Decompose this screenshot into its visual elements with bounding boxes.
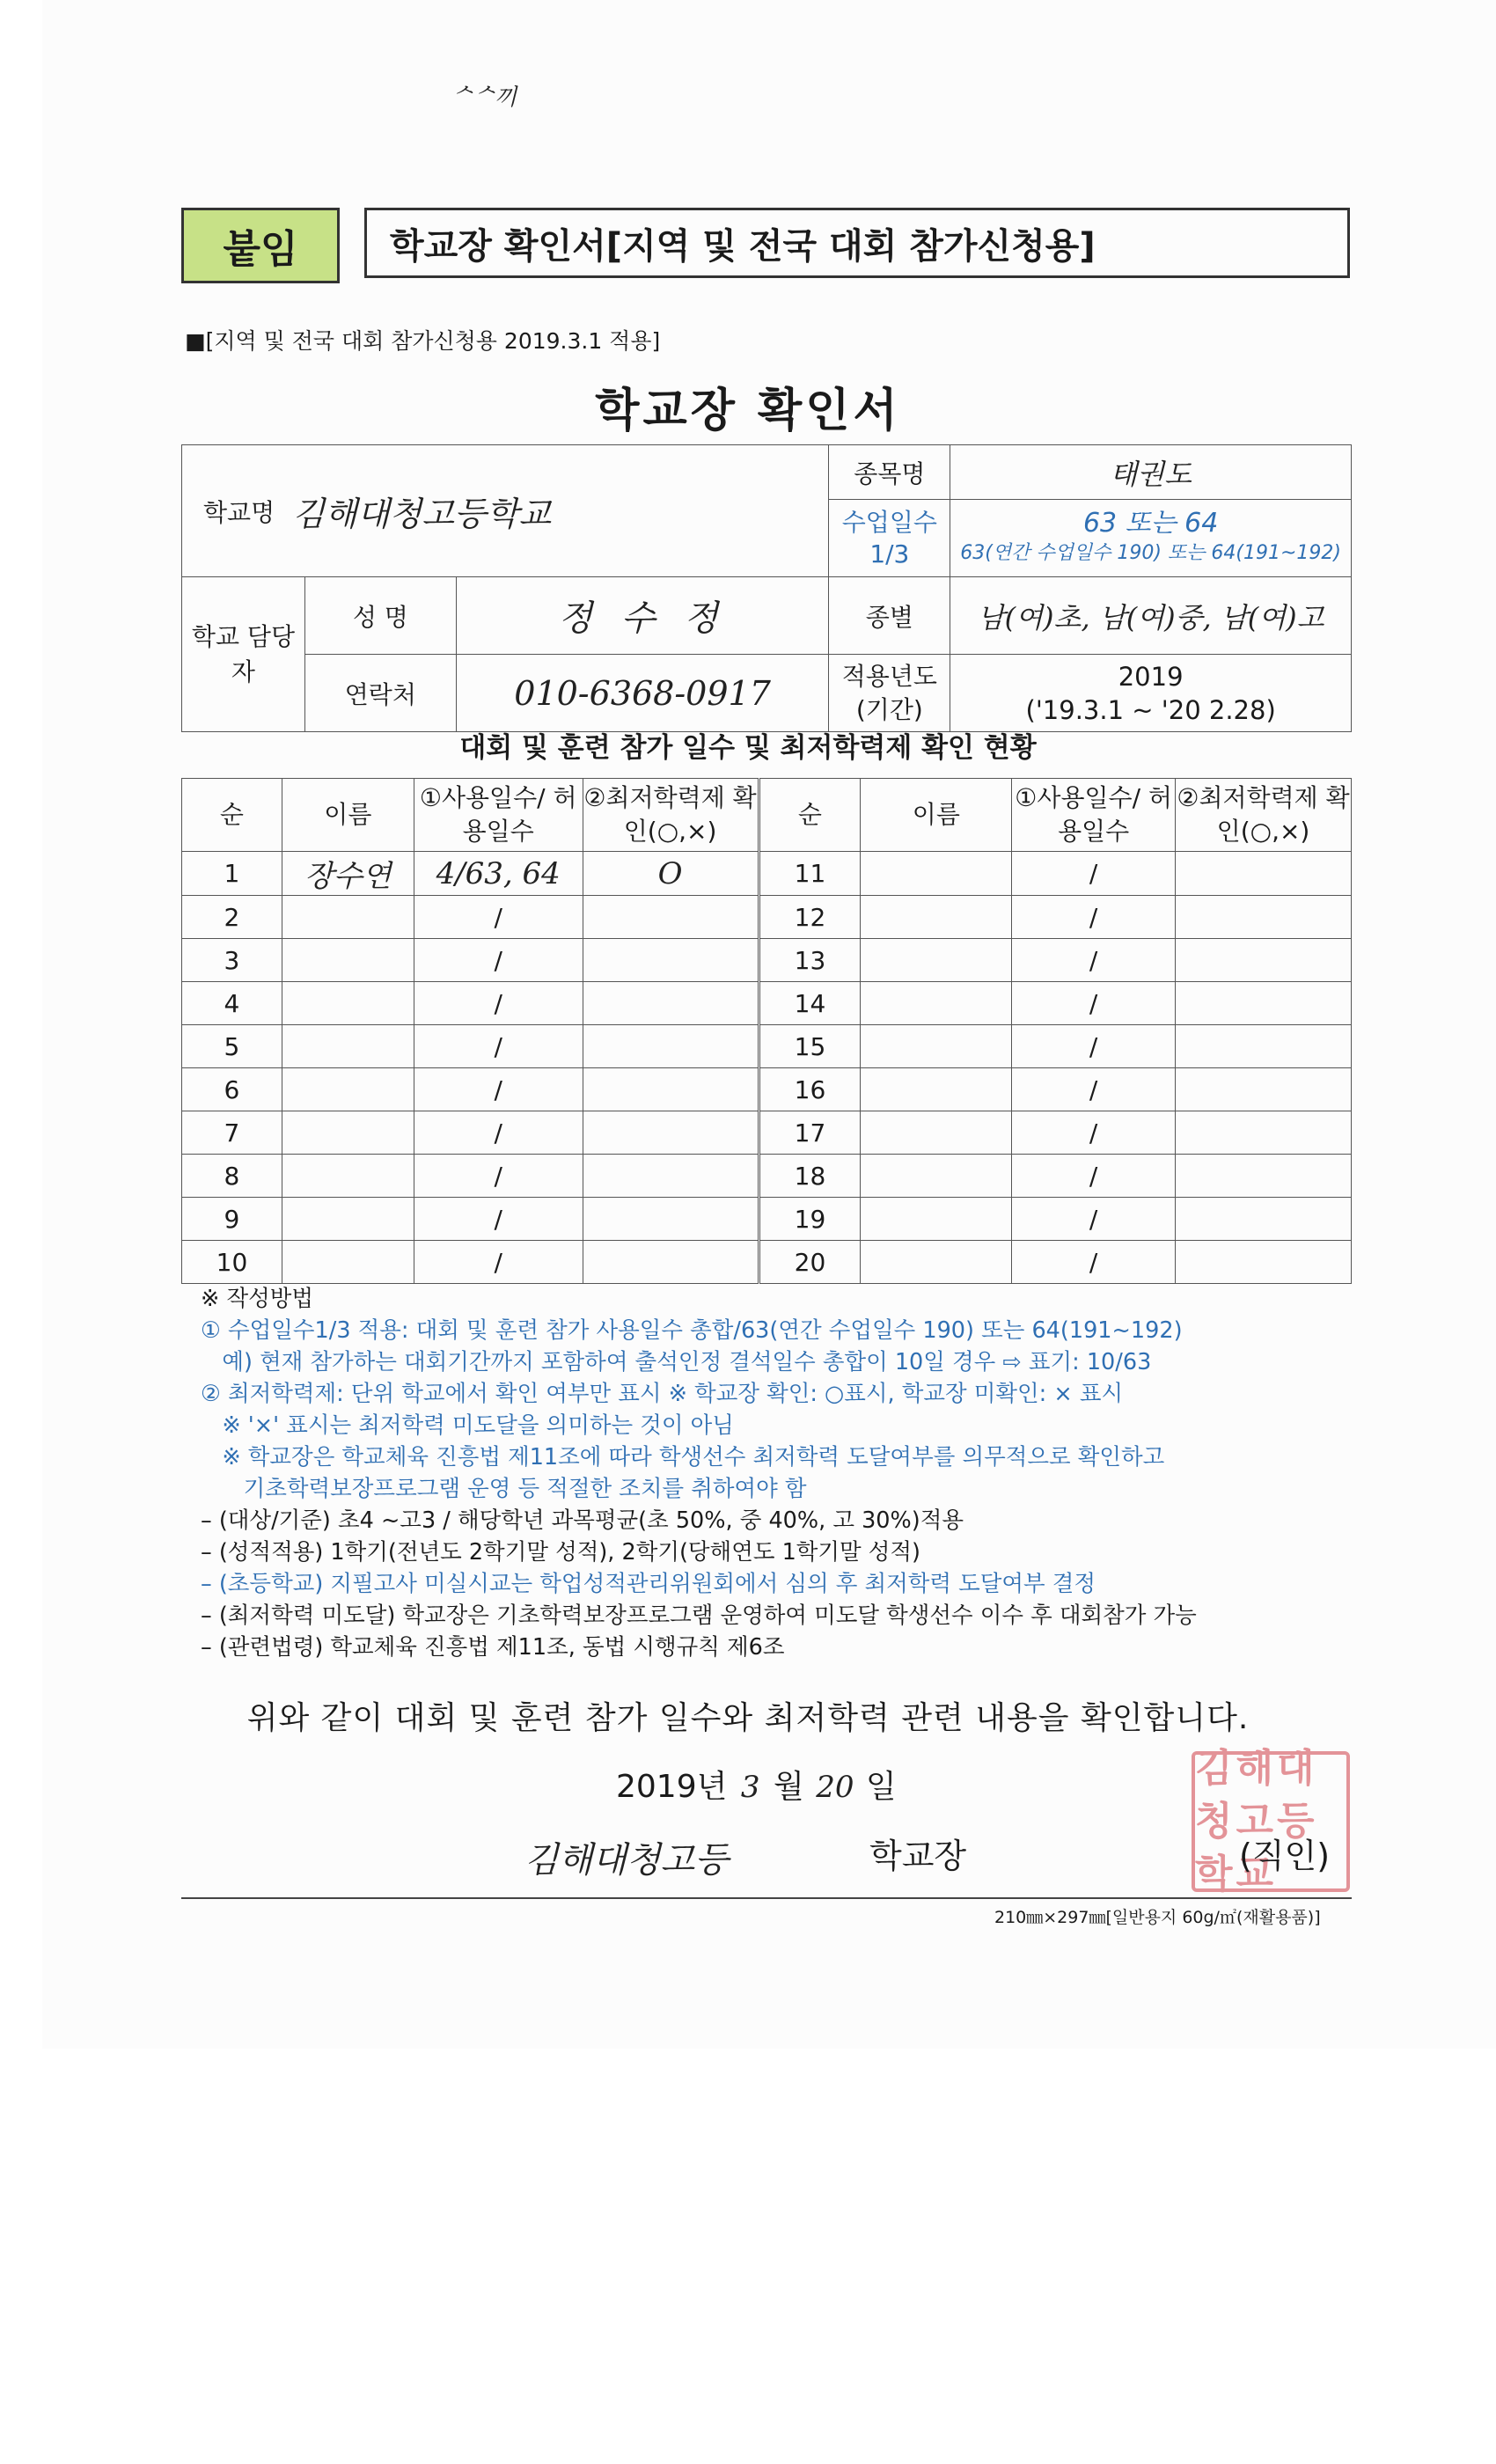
roster-header-row — [182, 779, 1352, 852]
signing-date — [616, 1762, 897, 1807]
student-name — [282, 1068, 414, 1111]
student-name: 장수연 — [282, 852, 414, 896]
min-academic-check — [1176, 1025, 1352, 1068]
student-name — [282, 1198, 414, 1241]
used-days: / — [1012, 1025, 1176, 1068]
school-name-label: 학교명 — [182, 445, 305, 577]
row-number: 17 — [759, 1111, 861, 1155]
row-number: 5 — [182, 1025, 282, 1068]
student-name — [861, 896, 1012, 939]
table-row — [182, 1198, 1352, 1241]
used-days: / — [414, 896, 583, 939]
instruction-line: – (대상/기준) 초4 ~고3 / 해당학년 과목평균(초 50%, 중 40%, 고 30%)적용 — [201, 1507, 964, 1534]
student-name — [861, 1025, 1012, 1068]
staff-name-label: 성 명 — [304, 577, 456, 655]
student-name — [282, 939, 414, 982]
used-days: / — [1012, 982, 1176, 1025]
table-row — [182, 939, 1352, 982]
student-name — [282, 1111, 414, 1155]
used-days: / — [414, 1111, 583, 1155]
staff-name-value: 정 수 정 — [456, 577, 829, 655]
date-month-unit: 월 — [773, 1769, 804, 1805]
student-name — [282, 896, 414, 939]
class-days-label: 수업일수 1/3 — [829, 500, 950, 577]
instruction-line: – (성적적용) 1학기(전년도 2학기말 성적), 2학기(당해연도 1학기말 성적) — [201, 1539, 921, 1566]
col-name: 이름 — [282, 779, 414, 852]
row-number: 8 — [182, 1155, 282, 1198]
min-academic-check — [1176, 1111, 1352, 1155]
used-days: / — [414, 1025, 583, 1068]
row-number: 12 — [759, 896, 861, 939]
student-name — [861, 1155, 1012, 1198]
paper-spec: 210㎜×297㎜[일반용지 60g/㎡(재활용품)] — [994, 1908, 1321, 1927]
instruction-line: – (초등학교) 지필고사 미실시교는 학업성적관리위원회에서 심의 후 최저학력 도달여부 결정 — [201, 1571, 1096, 1597]
confirmation-statement: 위와 같이 대회 및 훈련 참가 일수와 최저학력 관련 내용을 확인합니다. — [246, 1700, 1250, 1736]
used-days: / — [1012, 1155, 1176, 1198]
row-number: 16 — [759, 1068, 861, 1111]
used-days: / — [414, 1068, 583, 1111]
row-number: 19 — [759, 1198, 861, 1241]
main-title: 학교장 확인서 — [595, 385, 901, 437]
row-number: 18 — [759, 1155, 861, 1198]
min-academic-check — [583, 1155, 759, 1198]
student-name — [861, 982, 1012, 1025]
signature-school: 김해대청고등 — [524, 1840, 729, 1881]
row-number: 13 — [759, 939, 861, 982]
date-day-unit: 일 — [865, 1769, 897, 1805]
table-row — [182, 982, 1352, 1025]
roster-table — [181, 778, 1352, 1284]
student-name — [861, 1198, 1012, 1241]
row-number: 4 — [182, 982, 282, 1025]
date-year: 2019년 — [616, 1769, 728, 1805]
applicability-note: ■[지역 및 전국 대회 참가신청용 2019.3.1 적용] — [185, 328, 661, 354]
student-name — [282, 1155, 414, 1198]
col-check: ②최저학력제 확인(○,×) — [583, 779, 759, 852]
row-number: 11 — [759, 852, 861, 896]
min-academic-check — [1176, 939, 1352, 982]
row-number: 10 — [182, 1241, 282, 1284]
min-academic-check — [583, 1241, 759, 1284]
student-name — [282, 1025, 414, 1068]
used-days: 4/63, 64 — [414, 852, 583, 896]
min-academic-check — [1176, 1068, 1352, 1111]
row-number: 9 — [182, 1198, 282, 1241]
instruction-line: – (관련법령) 학교체육 진흥법 제11조, 동법 시행규칙 제6조 — [201, 1634, 785, 1661]
date-month: 3 — [740, 1770, 760, 1805]
student-name — [861, 852, 1012, 896]
student-name — [861, 939, 1012, 982]
min-academic-check — [1176, 896, 1352, 939]
instruction-line: 예) 현재 참가하는 대회기간까지 포함하여 출석인정 결석일수 총합이 10일 경우 ⇨ 표기: 10/63 — [201, 1349, 1152, 1375]
min-academic-check — [583, 896, 759, 939]
period: ('19.3.1 ~ '20 2.28) — [1025, 694, 1276, 725]
used-days: / — [1012, 1068, 1176, 1111]
min-academic-check — [1176, 1198, 1352, 1241]
used-days: / — [414, 982, 583, 1025]
sport-label: 종목명 — [829, 445, 950, 500]
staff-label: 학교 담당자 — [182, 577, 305, 732]
year: 2019 — [1118, 661, 1184, 692]
min-academic-check — [583, 1198, 759, 1241]
min-academic-check — [1176, 982, 1352, 1025]
table-row — [182, 1068, 1352, 1111]
instruction-line: ① 수업일수1/3 적용: 대회 및 훈련 참가 사용일수 총합/63(연간 수업일수 190) 또는 64(191~192) — [201, 1317, 1183, 1344]
min-academic-check — [1176, 1155, 1352, 1198]
min-academic-check — [1176, 1241, 1352, 1284]
row-number: 15 — [759, 1025, 861, 1068]
contact-value: 010-6368-0917 — [456, 655, 829, 732]
student-name — [861, 1068, 1012, 1111]
instructions — [201, 1283, 1371, 1663]
principal-label: 학교장 — [869, 1837, 967, 1875]
year-value — [950, 655, 1352, 732]
instruction-line: ※ 작성방법 — [201, 1286, 314, 1312]
class-days-main: 63 또는 64 — [1082, 507, 1219, 539]
used-days: / — [1012, 939, 1176, 982]
used-days: / — [1012, 1111, 1176, 1155]
col-days: ①사용일수/ 허용일수 — [1012, 779, 1176, 852]
used-days: / — [414, 1155, 583, 1198]
table-row — [182, 852, 1352, 896]
year-label: 적용년도 (기간) — [829, 655, 950, 732]
row-number: 2 — [182, 896, 282, 939]
bottom-rule — [181, 1897, 1352, 1899]
min-academic-check — [583, 982, 759, 1025]
col-no: 순 — [182, 779, 282, 852]
school-name-value: 김해대청고등학교 — [304, 445, 829, 577]
row-number: 20 — [759, 1241, 861, 1284]
instruction-line: 기초학력보장프로그램 운영 등 적절한 조치를 취하여야 함 — [201, 1476, 807, 1502]
student-name — [861, 1111, 1012, 1155]
min-academic-check — [583, 1025, 759, 1068]
class-days-detail: 63(연간 수업일수 190) 또는 64(191~192) — [960, 541, 1341, 564]
col-check: ②최저학력제 확인(○,×) — [1176, 779, 1352, 852]
doc-heading: 학교장 확인서[지역 및 전국 대회 참가신청용] — [364, 208, 1350, 278]
min-academic-check — [583, 1068, 759, 1111]
table-row — [182, 1111, 1352, 1155]
student-name — [282, 1241, 414, 1284]
used-days: / — [1012, 1241, 1176, 1284]
min-academic-check — [1176, 852, 1352, 896]
col-name: 이름 — [861, 779, 1012, 852]
instruction-line: ※ '×' 표시는 최저학력 미도달을 의미하는 것이 아님 — [201, 1412, 734, 1439]
date-day: 20 — [816, 1770, 854, 1805]
row-number: 1 — [182, 852, 282, 896]
used-days: / — [1012, 852, 1176, 896]
used-days: / — [414, 939, 583, 982]
used-days: / — [414, 1241, 583, 1284]
class-days-value — [950, 500, 1352, 577]
table-row — [182, 896, 1352, 939]
min-academic-check — [583, 939, 759, 982]
col-no: 순 — [759, 779, 861, 852]
sport-value: 태권도 — [950, 445, 1352, 500]
section-title: 대회 및 훈련 참가 일수 및 최저학력제 확인 현황 — [459, 732, 1037, 764]
instruction-line: ※ 학교장은 학교체육 진흥법 제11조에 따라 학생선수 최저학력 도달여부를 의무적으로 확인하고 — [201, 1444, 1165, 1470]
school-info-table — [181, 444, 1352, 732]
category-label: 종별 — [829, 577, 950, 655]
row-number: 14 — [759, 982, 861, 1025]
row-number: 7 — [182, 1111, 282, 1155]
table-row — [182, 1155, 1352, 1198]
table-row — [182, 1241, 1352, 1284]
used-days: / — [1012, 896, 1176, 939]
col-days: ①사용일수/ 허용일수 — [414, 779, 583, 852]
student-name — [282, 982, 414, 1025]
top-scribble: ᄉᄉ끼 — [451, 84, 517, 111]
used-days: / — [1012, 1198, 1176, 1241]
instruction-line: – (최저학력 미도달) 학교장은 기초학력보장프로그램 운영하여 미도달 학생선수 이수 후 대회참가 가능 — [201, 1602, 1197, 1629]
row-number: 6 — [182, 1068, 282, 1111]
official-seal: 김해대청고등학교 — [1192, 1751, 1350, 1892]
min-academic-check: O — [583, 852, 759, 896]
category-value: 남(여)초, 남(여)중, 남(여)고 — [950, 577, 1352, 655]
contact-label: 연락처 — [304, 655, 456, 732]
row-number: 3 — [182, 939, 282, 982]
table-row — [182, 1025, 1352, 1068]
min-academic-check — [583, 1111, 759, 1155]
attachment-label: 붙임 — [181, 208, 340, 283]
seal-label: (직인) — [1239, 1837, 1331, 1875]
used-days: / — [414, 1198, 583, 1241]
instruction-line: ② 최저학력제: 단위 학교에서 확인 여부만 표시 ※ 학교장 확인: ○표시, 학교장 미확인: × 표시 — [201, 1381, 1124, 1407]
student-name — [861, 1241, 1012, 1284]
